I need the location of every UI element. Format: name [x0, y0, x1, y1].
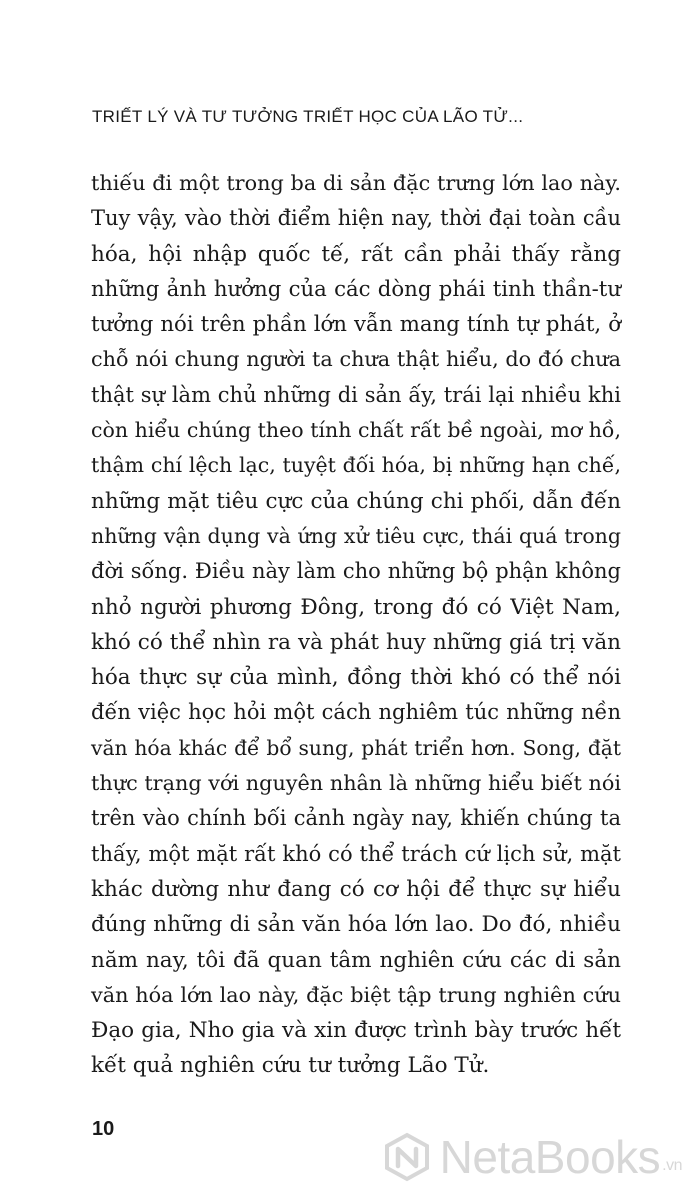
text-line: hóa thực sự của mình, đồng thời khó có thể nói — [91, 665, 621, 691]
text-line: khó có thể nhìn ra và phát huy những giá trị văn — [91, 629, 621, 655]
text-line: thấy, một mặt rất khó có thể trách cứ lịch sử, mặt — [91, 841, 621, 866]
text-line: thiếu đi một trong ba di sản đặc trưng lớn lao này. — [91, 171, 621, 195]
netabooks-logo-icon — [382, 1132, 432, 1182]
text-line: đến việc học hỏi một cách nghiêm túc những nền — [91, 700, 621, 725]
text-line: chỗ nói chung người ta chưa thật hiểu, do đó chưa — [91, 347, 621, 372]
watermark — [382, 1132, 682, 1182]
text-line: kết quả nghiên cứu tư tưởng Lão Tử. — [91, 1053, 490, 1079]
text-line: trên vào chính bối cảnh ngày nay, khiến chúng ta — [91, 806, 621, 831]
watermark-text — [439, 1131, 682, 1183]
text-line: những vận dụng và ứng xử tiêu cực, thái quá trong — [91, 523, 621, 548]
text-line: thậm chí lệch lạc, tuyệt đối hóa, bị những hạn chế, — [91, 453, 621, 478]
text-line: đúng những di sản văn hóa lớn lao. Do đó, nhiều — [91, 912, 621, 938]
text-line: Tuy vậy, vào thời điểm hiện nay, thời đại toàn cầu — [91, 206, 621, 231]
text-line: Đạo gia, Nho gia và xin được trình bày trước hết — [91, 1018, 621, 1044]
text-line: những ảnh hưởng của các dòng phái tinh thần-tư — [91, 276, 621, 302]
text-line: năm nay, tôi đã quan tâm nghiên cứu các di sản — [91, 947, 621, 973]
text-line: thực trạng với nguyên nhân là những hiểu biết nói — [91, 771, 621, 796]
body-paragraph — [91, 166, 621, 1084]
running-header: TRIẾT LÝ VÀ TƯ TƯỞNG TRIẾT HỌC CỦA LÃO TỬ... — [92, 107, 524, 126]
text-line: còn hiểu chúng theo tính chất rất bề ngoài, mơ hồ, — [91, 418, 621, 443]
text-line: đời sống. Điều này làm cho những bộ phận không — [91, 559, 621, 584]
text-line: thật sự làm chủ những di sản ấy, trái lại nhiều khi — [91, 382, 621, 407]
text-line: khác dường như đang có cơ hội để thực sự hiểu — [91, 876, 621, 902]
text-line: tưởng nói trên phần lớn vẫn mang tính tự phát, ở — [91, 312, 621, 338]
text-line: hóa, hội nhập quốc tế, rất cần phải thấy rằng — [91, 241, 621, 267]
text-line: văn hóa khác để bổ sung, phát triển hơn. Song, đặt — [91, 735, 621, 760]
text-line: những mặt tiêu cực của chúng chi phối, dẫn đến — [91, 488, 621, 514]
text-line: nhỏ người phương Đông, trong đó có Việt Nam, — [91, 594, 621, 620]
text-line: văn hóa lớn lao này, đặc biệt tập trung nghiên cứu — [91, 982, 621, 1007]
page-number: 10 — [92, 1118, 115, 1140]
watermark-suffix: .vn — [662, 1157, 682, 1174]
watermark-brand: NetaBooks — [439, 1131, 661, 1183]
